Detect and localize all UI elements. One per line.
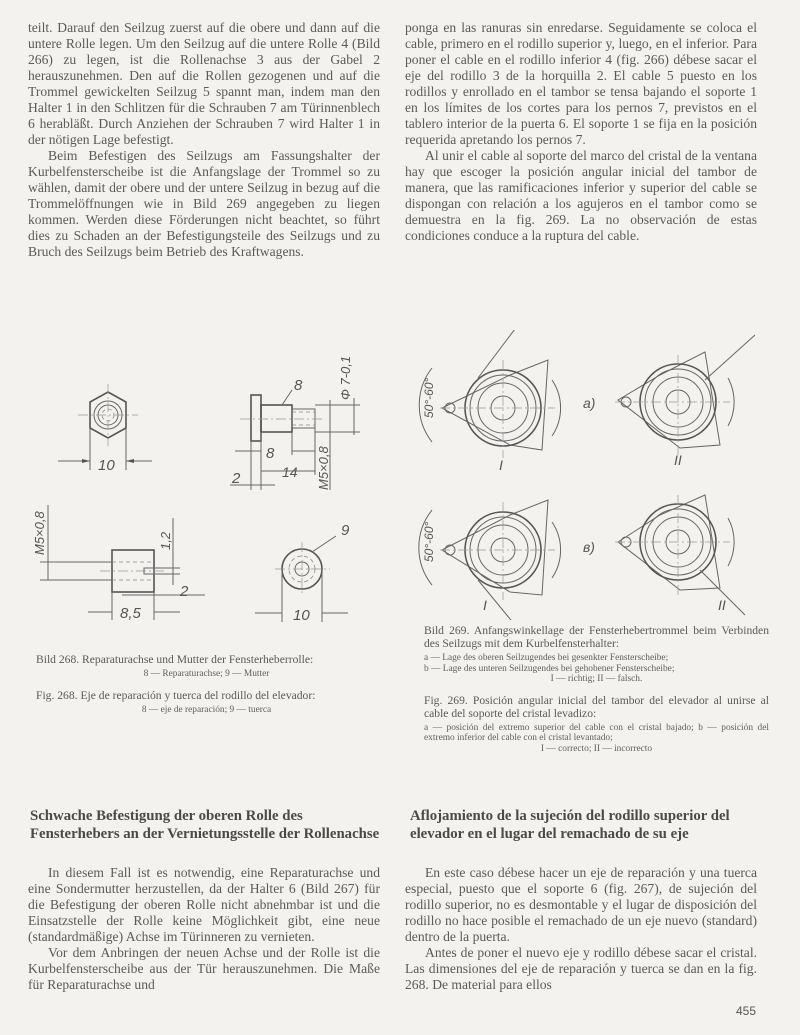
figure-269-drawing (400, 330, 795, 620)
section-heading-de: Schwache Befestigung der oberen Rolle des Fensterhebers an der Vernietungsstelle der Rollenachse (30, 808, 380, 842)
legend-es-b: I — correcto; II — incorrecto (540, 743, 653, 754)
right-top-text (405, 20, 757, 244)
technical-drawing-axle-nut (30, 340, 375, 625)
dim-shank: 8 (266, 445, 275, 462)
paragraph: Beim Befestigen des Seilzugs am Fassungshalter der Kurbelfensterscheibe ist die Anfangslage der Trommel so zu wählen, damit der obere und der untere Seilzug in bezug auf die Trommelöffnungen wie in Bild 269 angegeben zu liegen kommen. Werden diese Förderungen nicht beachtet, so führt dies zu Schaden an der Befestigungsteile des Seilzugs und zu Bruch des Seilzugs beim Betrieb des Kraftwagens. (28, 148, 380, 259)
angle-label-b: 50°-60° (422, 521, 436, 562)
hex-nut-view (58, 384, 152, 474)
figure-268-drawing (30, 340, 375, 625)
section-heading-es: Aflojamiento de la sujeción del rodillo superior del elevador en el lugar del remachado de su eje (410, 808, 730, 842)
legend-de: 8 — Reparaturachse; 9 — Mutter (143, 669, 270, 679)
dim-nut-width: 10 (98, 457, 115, 474)
nut-side-view (32, 505, 205, 622)
drum-b-II (615, 495, 745, 615)
angle-label-a: 50°-60° (422, 377, 436, 418)
label-col-2b: II (718, 597, 726, 613)
legend-de-c: I — richtig; II — falsch. (550, 674, 643, 684)
label-col-1: I (499, 457, 503, 473)
nut-front-view (255, 522, 350, 624)
legend-de-b: b — Lage des unteren Seilzugendes bei gehobener Fensterscheibe; (424, 663, 675, 674)
page-number: 455 (735, 1004, 756, 1018)
paragraph: Antes de poner el nuevo eje y rodillo débese sacar el cristal. Las dimensiones del eje de reparación y tuerca se dan en la fig. 268. De material para ellos (405, 945, 757, 992)
dim-head: 2 (232, 470, 241, 487)
left-bottom-text (28, 865, 380, 993)
callout-nut: 9 (341, 522, 350, 539)
dim-total: 14 (282, 464, 298, 480)
caption-es: Fig. 268. Eje de reparación y tuerca del rodillo del elevador: (36, 688, 316, 702)
caption-de: Bild 269. Anfangswinkellage der Fensterhebertrommel beim Verbinden des Seilzugs mit dem Kurbelfensterhalter: (424, 624, 769, 650)
drum-a-I (419, 330, 560, 473)
dim-thread-axle: M5×0,8 (316, 446, 331, 490)
caption-es: Fig. 269. Posición angular inicial del tambor del elevador al unirse al cable del soporte del cristal levadizo: (424, 693, 769, 720)
dim-slot: 1,2 (158, 531, 173, 550)
drum-b-I (419, 500, 561, 620)
label-row-a: a) (583, 395, 596, 411)
paragraph: In diesem Fall ist es notwendig, eine Reparaturachse und eine Sondermutter herzustellen, da der Halter 6 (Bild 267) für die Befestigung der oberen Rolle nicht abnehmbar ist und die Einsatzstelle der Rolle keine Möglichkeit gibt, eine neue (standardmäßige) Achse im Türinneren zu vernieten. (28, 865, 380, 944)
dim-nut-diameter: 10 (293, 607, 310, 624)
figure-269-caption (424, 624, 769, 754)
label-row-b: в) (583, 539, 595, 555)
label-col-2: II (674, 452, 682, 468)
label-col-1b: I (483, 597, 487, 613)
repair-axle-view (230, 356, 360, 490)
dim-nut-length: 8,5 (120, 605, 141, 622)
caption-de: Bild 268. Reparaturachse und Mutter der Fensterheberrolle: (36, 653, 314, 666)
paragraph: En este caso débese hacer un eje de reparación y una tuerca especial, puesto que el soporte 6 (fig. 267), de sujeción del rodillo superior, no es desmontable y el lugar de disposición del rodillo no hace posible el remachado de un eje nuevo (standard) dentro de la puerta. (405, 865, 757, 944)
dim-slot-width: 2 (180, 583, 189, 600)
drum-a-II (615, 335, 755, 468)
callout-axle: 8 (294, 377, 303, 394)
left-top-text (28, 20, 380, 260)
legend-de-a: a — Lage des oberen Seilzugendes bei gesenkter Fensterscheibe; (424, 653, 669, 663)
right-bottom-text (405, 865, 757, 993)
legend-es-a: a — posición del extremo superior del cable con el cristal bajado; b — posición del extremo inferior del cable con el cristal levantado; (424, 722, 769, 743)
dim-phi: Φ 7-0,1 (338, 355, 353, 400)
legend-es: 8 — eje de reparación; 9 — tuerca (141, 704, 272, 715)
figure-268-caption (34, 653, 379, 715)
dim-thread-nut: M5×0,8 (32, 511, 47, 555)
drum-angular-position-drawing (400, 330, 795, 620)
paragraph: Al unir el cable al soporte del marco del cristal de la ventana hay que escoger la posición angular inicial del tambor de manera, que las ramificaciones inferior y superior del cable se dispongan con relación a los agujeros en el tambor como se demuestra en la fig. 269. La no observación de estas condiciones conduce a la ruptura del cable. (405, 148, 757, 243)
paragraph: ponga en las ranuras sin enredarse. Seguidamente se coloca el cable, primero en el rodillo superior y, luego, en el inferior. Para poner el cable en el rodillo inferior 4 (fig. 266) débese sacar el eje del rodillo 3 de la horquilla 2. El cable 5 puesto en los rodillos y enrollado en el tambor se tensa bajando el soporte 1 en los límites de los cortes para los pernos 7, previstos en el tablero interior de la puerta 6. El soporte 1 se fija en la posición requerida apretando los pernos 7. (405, 20, 757, 147)
paragraph: teilt. Darauf den Seilzug zuerst auf die obere und dann auf die untere Rolle legen. Um den Seilzug auf die untere Rolle 4 (Bild 266) zu legen, ist die Rollenachse 3 aus der Gabel 2 herauszunehmen. Den auf die Rollen gezogenen und auf die Trommel gewickelten Seilzug 5 spannt man, indem man den Halter 1 in den Schlitzen für die Schrauben 7 am Türinnenblech 6 herabläßt. Durch Anziehen der Schrauben 7 wird Halter 1 in der nötigen Lage befestigt. (28, 20, 380, 147)
paragraph: Vor dem Anbringen der neuen Achse und der Rolle ist die Kurbelfensterscheibe aus der Tür herauszunehmen. Die Maße für Reparaturachse und (28, 945, 380, 992)
